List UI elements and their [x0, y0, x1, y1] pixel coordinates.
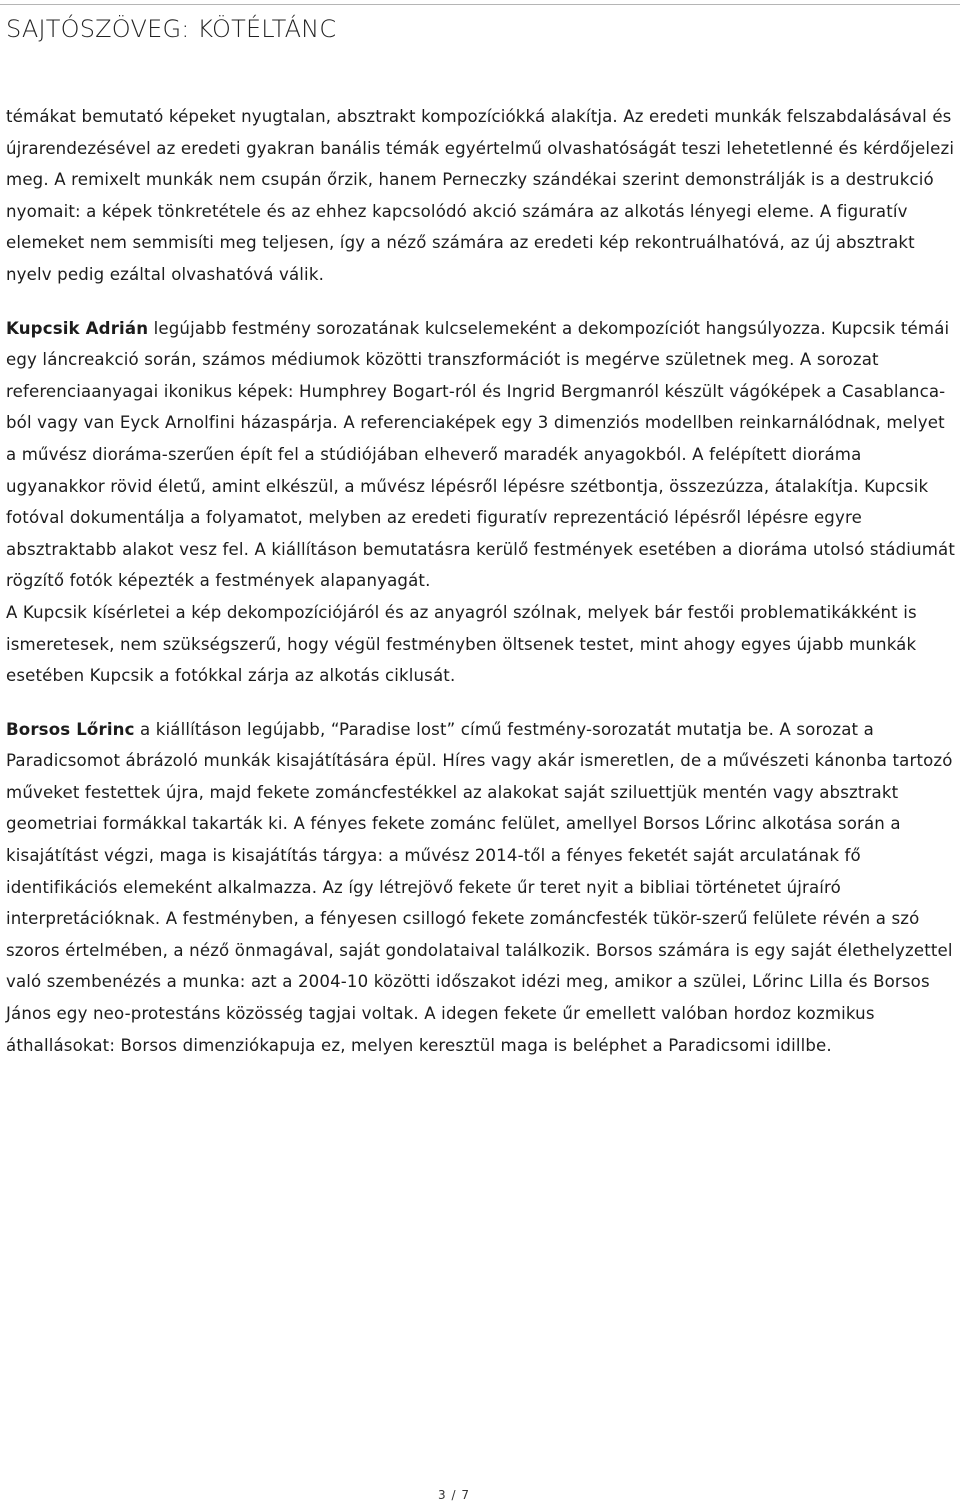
paragraph-perneczky: témákat bemutató képeket nyugtalan, absztrakt kompozíciókká alakítja. Az eredeti munkák felszabdalásával és újrarendezésével az eredeti gyakran banális témák egyértelmű olvashatóságát teszi lehetetlenné és kérdőjelezi meg. A remixelt munkák nem csupán őrzik, hanem Perneczky szándékai szerint demonstrálják is a destrukció nyomait: a képek tönkretétele és az ehhez kapcsolódó akció számára az alkotás lényegi eleme. A figuratív elemeket nem semmisíti meg teljesen, így a néző számára az eredeti kép rekontruálhatóvá, az új absztrakt nyelv pedig ezáltal olvashatóvá válik. — [6, 107, 955, 284]
paragraph-kupcsik-text: legújabb festmény sorozatának kulcselemeként a dekompozíciót hangsúlyozza. Kupcsik témái egy láncreakció során, számos médiumok közötti transzformációt is megérve születnek meg. A sorozat referenciaanyagai ikonikus képek: Humphrey Bogart-ról és Ingrid Bergmanról készült vágóképek a Casablanca-ból vagy van Eyck Arnolfini házaspárja. A referenciaképek egy 3 dimenziós modellben reinkarnálódnak, melyet a művész dioráma-szerűen épít fel a stúdiójában elheverő maradék anyagokból. A felépített dioráma ugyanakkor rövid életű, amint elkészül, a művész lépésről lépésre szétbontja, összezúzza, átalakítja. Kupcsik fotóval dokumentálja a folyamatot, melyben az eredeti figuratív reprezentáció lépésről lépésre egyre absztraktabb alakot vesz fel. A kiállításon bemutatásra kerülő festmények esetében a dioráma utolsó stádiumát rögzítő fotók képezték a festmények alapanyagát. — [6, 318, 956, 591]
page-number-footer — [0, 1488, 960, 1502]
artist-name-kupcsik: Kupcsik Adrián — [6, 318, 149, 338]
paragraph-kupcsik-continued: A Kupcsik kísérletei a kép dekompozíciójáról és az anyagról szólnak, melyek bár festői problematikákként is ismeretesek, nem szükségszerű, hogy végül festményben öltsenek testet, mint ahogy egyes újabb munkák esetében Kupcsik a fotókkal zárja az alkotás ciklusát. — [6, 602, 917, 686]
page-number: 3 / 7 — [438, 1488, 470, 1502]
paragraph-borsos — [6, 714, 958, 1062]
page-title: SAJTÓSZÖVEG: KÖTÉLTÁNC — [6, 15, 337, 43]
paragraph-kupcsik — [6, 313, 958, 597]
article-body — [6, 101, 958, 1061]
artist-name-borsos: Borsos Lőrinc — [6, 719, 135, 739]
header-rule — [0, 4, 960, 5]
paragraph-borsos-text: a kiállításon legújabb, “Paradise lost” című festmény-sorozatát mutatja be. A sorozat a Paradicsomot ábrázoló munkák kisajátítására épül. Híres vagy akár ismeretlen, de a művészeti kánonba tartozó műveket festettek újra, majd fekete zománcfestékkel az alakokat saját sziluettjük mentén vagy absztrakt geometriai formákkal takarták ki. A fényes fekete zománc felület, amellyel Borsos Lőrinc alkotása során a kisajátítást végzi, maga is kisajátítás tárgya: a művész 2014-től a fényes feketét saját arculatának fő identifikációs elemeként alkalmazza. Az így létrejövő fekete űr teret nyit a bibliai történetet újraíró interpretációknak. A festményben, a fényesen csillogó fekete zománcfesték tükör-szerű felülete révén a szó szoros értelmében, a néző önmagával, saját gondolataival találkozik. Borsos számára is egy saját élethelyzettel való szembenézés a munka: azt a 2004-10 közötti időszakot idézi meg, amikor a szülei, Lőrinc Lilla és Borsos János egy neo-protestáns közösség tagjai voltak. A idegen fekete űr emellett valóban hordoz kozmikus áthallásokat: Borsos dimenziókapuja ez, melyen keresztül maga is beléphet a Paradicsomi idillbe. — [6, 719, 953, 1055]
